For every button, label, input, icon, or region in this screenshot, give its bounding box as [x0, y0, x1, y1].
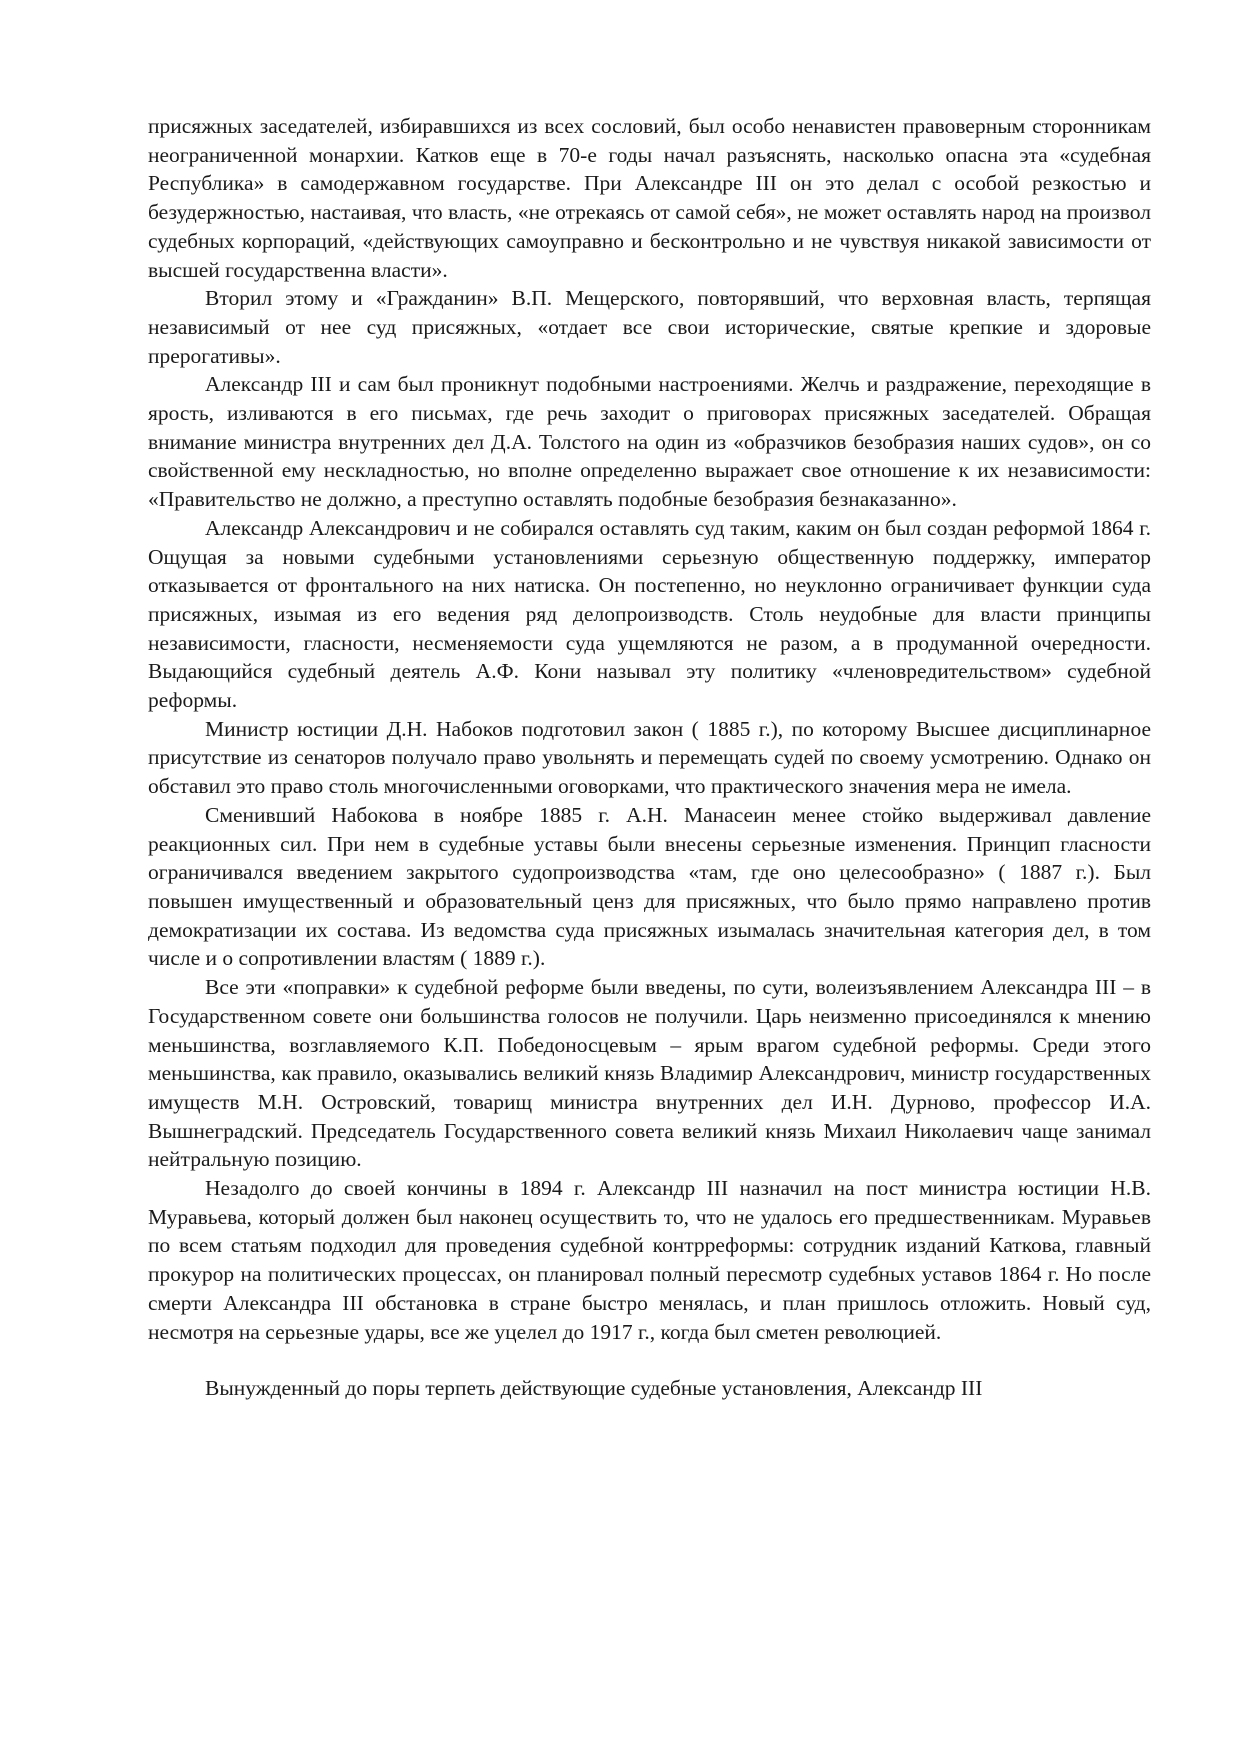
paragraph-3: Александр III и сам был проникнут подобными настроениями. Желчь и раздражение, переходящие в ярость, изливаются в его письмах, где речь заходит о приговорах присяжных заседателей. Обращая внимание министра внутренних дел Д.А. Толстого на один из «образчиков безобразия наших судов», он со свойственной ему нескладностью, но вполне определенно выражает свое отношение к их независимости: «Правительство не должно, а преступно оставлять подобные безобразия безнаказанно». [148, 372, 1151, 512]
paragraph-1: присяжных заседателей, избиравшихся из всех сословий, был особо ненавистен правоверным сторонникам неограниченной монархии. Катков еще в 70-е годы начал разъяснять, насколько опасна эта «судебная Республика» в самодержавном государстве. При Александре III он это делал с особой резкостью и безудержностью, настаивая, что власть, «не отрекаясь от самой себя», не может оставлять народ на произвол судебных корпораций, «действующих самоуправно и бесконтрольно и не чувствуя никакой зависимости от высшей государственна власти». [148, 114, 1151, 282]
paragraph-2: Вторил этому и «Гражданин» В.П. Мещерского, повторявший, что верховная власть, терпящая независимый от нее суд присяжных, «отдает все свои исторические, святые крепкие и здоровые прерогативы». [148, 286, 1151, 368]
paragraph-5: Министр юстиции Д.Н. Набоков подготовил закон ( 1885 г.), по которому Высшее дисциплинарное присутствие из сенаторов получало право увольнять и перемещать судей по своему усмотрению. Однако он обставил это право столь многочисленными оговорками, что практического значения мера не имела. [148, 716, 1151, 799]
paragraph-gap [148, 1346, 1151, 1374]
paragraph-7: Все эти «поправки» к судебной реформе были введены, по сути, волеизъявлением Александра III – в Государственном совете они большинства голосов не получили. Царь неизменно присоединялся к мнению меньшинства, возглавляемого К.П. Победоносцевым – ярым врагом судебной реформы. Среди этого меньшинства, как правило, оказывались великий князь Владимир Александрович, министр государственных имуществ М.Н. Островский, товарищ министра внутренних дел И.Н. Дурново, профессор И.А. Вышнеградский. Председатель Государственного совета великий князь Михаил Николаевич чаще занимал нейтральную позицию. [148, 975, 1151, 1172]
paragraph-8: Незадолго до своей кончины в 1894 г. Александр III назначил на пост министра юстиции Н.В. Муравьева, который должен был наконец осуществить то, что не удалось его предшественникам. Муравьев по всем статьям подходил для проведения судебной контрреформы: сотрудник изданий Каткова, главный прокурор на политических процессах, он планировал полный пересмотр судебных уставов 1864 г. Но после смерти Александра III обстановка в стране быстро менялась, и план пришлось отложить. Новый суд, несмотря на серьезные удары, все же уцелел до 1917 г., когда был сметен революцией. [148, 1176, 1151, 1344]
paragraph-4: Александр Александрович и не собирался оставлять суд таким, каким он был создан реформой 1864 г. Ощущая за новыми судебными установлениями серьезную общественную поддержку, император отказывается от фронтального на них натиска. Он постепенно, но неуклонно ограничивает функции суда присяжных, изымая из его ведения ряд делопроизводств. Столь неудобные для власти принципы независимости, гласности, несменяемости суда ущемляются не разом, а в продуманной очередности. Выдающийся судебный деятель А.Ф. Кони называл эту политику «членовредительством» судебной реформы. [148, 515, 1151, 713]
paragraph-9: Вынужденный до поры терпеть действующие судебные установления, Александр III [205, 1376, 983, 1401]
document-page [148, 112, 1151, 1403]
paragraph-6: Сменивший Набокова в ноябре 1885 г. А.Н. Манасеин менее стойко выдерживал давление реакционных сил. При нем в судебные уставы были внесены серьезные изменения. Принцип гласности ограничивался введением закрытого судопроизводства «там, где оно целесообразно» ( 1887 г.). Был повышен имущественный и образовательный ценз для присяжных, что было прямо направлено против демократизации их состава. Из ведомства суда присяжных изымалась значительная категория дел, в том числе и о сопротивлении властям ( 1889 г.). [148, 802, 1151, 971]
